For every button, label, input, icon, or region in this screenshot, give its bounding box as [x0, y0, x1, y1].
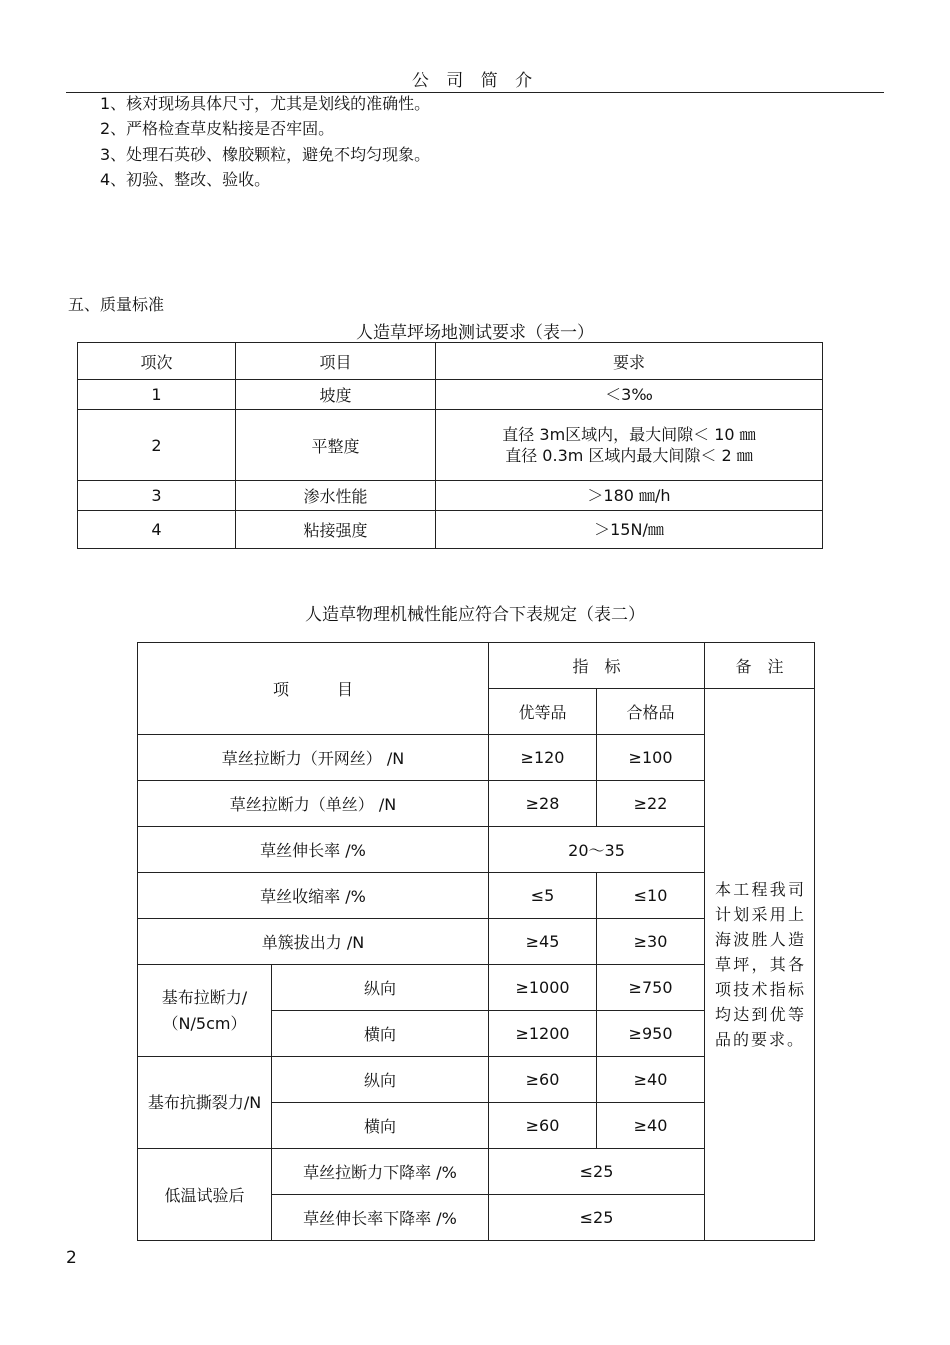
row-label: 草丝伸长率下降率 /%	[272, 1195, 489, 1241]
excellent-value: ≤5	[489, 873, 597, 919]
qualified-value: ≥22	[597, 781, 705, 827]
row-item: 平整度	[236, 410, 436, 481]
row-number: 4	[78, 511, 236, 549]
row-label: 纵向	[272, 965, 489, 1011]
row-label: 单簇拔出力 /N	[138, 919, 489, 965]
group-label: 低温试验后	[138, 1149, 272, 1241]
grade-excellent-header: 优等品	[489, 689, 597, 735]
excellent-value: ≥1000	[489, 965, 597, 1011]
qualified-value: ≥950	[597, 1011, 705, 1057]
row-number: 1	[78, 380, 236, 410]
table1-caption: 人造草坪场地测试要求（表一）	[356, 323, 594, 343]
table-row	[78, 511, 823, 549]
item-header: 项 目	[138, 643, 489, 735]
header-cell: 项目	[236, 343, 436, 380]
header-divider	[66, 92, 884, 93]
row-label: 草丝拉断力（开网丝） /N	[138, 735, 489, 781]
step-item: 1、核对现场具体尺寸，尤其是划线的准确性。	[100, 94, 431, 113]
row-label: 纵向	[272, 1057, 489, 1103]
row-label: 横向	[272, 1103, 489, 1149]
step-item: 4、初验、整改、验收。	[100, 170, 271, 189]
header-cell: 项次	[78, 343, 236, 380]
row-requirement	[436, 511, 823, 549]
section-heading: 五、质量标准	[68, 295, 165, 314]
excellent-value: ≥1200	[489, 1011, 597, 1057]
table-row	[78, 410, 823, 481]
row-item: 粘接强度	[236, 511, 436, 549]
indicator-header: 指 标	[489, 643, 705, 689]
qualified-value: ≥40	[597, 1057, 705, 1103]
excellent-value: ≥60	[489, 1103, 597, 1149]
merged-value: ≤25	[489, 1149, 705, 1195]
requirement-line: 直径 0.3m 区域内最大间隙＜ 2 ㎜	[505, 446, 753, 465]
row-label: 草丝伸长率 /%	[138, 827, 489, 873]
requirement-line: ＜3‰	[605, 385, 653, 404]
qualified-value: ≤10	[597, 873, 705, 919]
row-requirement	[436, 410, 823, 481]
row-label: 草丝拉断力下降率 /%	[272, 1149, 489, 1195]
qualified-value: ≥100	[597, 735, 705, 781]
group-label: 基布拉断力/（N/5cm）	[138, 965, 272, 1057]
row-requirement	[436, 481, 823, 511]
qualified-value: ≥40	[597, 1103, 705, 1149]
table2-caption: 人造草物理机械性能应符合下表规定（表二）	[305, 605, 645, 625]
row-label: 草丝收缩率 /%	[138, 873, 489, 919]
grade-qualified-header: 合格品	[597, 689, 705, 735]
requirement-line: 直径 3m区域内，最大间隙＜ 10 ㎜	[502, 425, 756, 444]
header-cell: 要求	[436, 343, 823, 380]
row-item: 坡度	[236, 380, 436, 410]
qualified-value: ≥750	[597, 965, 705, 1011]
requirement-line: ＞15N/㎜	[594, 520, 664, 539]
excellent-value: ≥60	[489, 1057, 597, 1103]
row-number: 2	[78, 410, 236, 481]
excellent-value: ≥45	[489, 919, 597, 965]
requirement-line: ＞180 ㎜/h	[587, 486, 671, 505]
header-title: 公 司 简 介	[411, 71, 539, 91]
row-label: 横向	[272, 1011, 489, 1057]
table-row	[78, 380, 823, 410]
table-row	[78, 481, 823, 511]
page-number: 2	[66, 1248, 77, 1268]
row-number: 3	[78, 481, 236, 511]
group-label: 基布抗撕裂力/N	[138, 1057, 272, 1149]
qualified-value: ≥30	[597, 919, 705, 965]
merged-value: 20～35	[489, 827, 705, 873]
table-header-row	[138, 643, 815, 689]
excellent-value: ≥28	[489, 781, 597, 827]
row-label: 草丝拉断力（单丝） /N	[138, 781, 489, 827]
table2	[137, 642, 815, 1241]
row-item: 渗水性能	[236, 481, 436, 511]
note-header: 备 注	[705, 643, 815, 689]
step-item: 2、严格检查草皮粘接是否牢固。	[100, 119, 335, 138]
excellent-value: ≥120	[489, 735, 597, 781]
table1	[77, 342, 823, 549]
table-header-row	[78, 343, 823, 380]
row-requirement	[436, 380, 823, 410]
merged-value: ≤25	[489, 1195, 705, 1241]
note-cell: 本工程我司计划采用上海波胜人造草坪，其各项技术指标均达到优等品的要求。	[705, 689, 815, 1241]
step-item: 3、处理石英砂、橡胶颗粒，避免不均匀现象。	[100, 145, 431, 164]
